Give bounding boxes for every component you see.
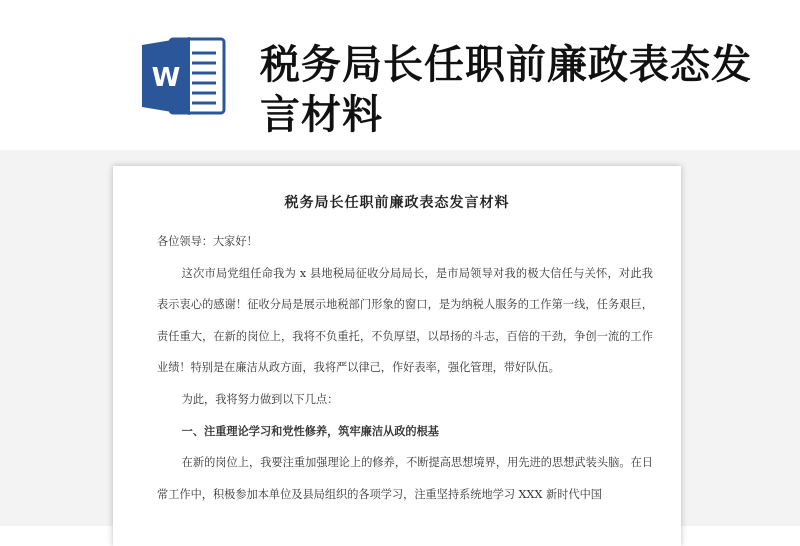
section-heading: 一、注重理论学习和党性修养，筑牢廉洁从政的根基: [181, 423, 439, 438]
header-banner: [0, 0, 800, 150]
body-paragraph: 为此，我将努力做到以下几点：: [181, 392, 339, 406]
page-title: 税务局长任职前廉政表态发言材料: [260, 42, 752, 138]
word-document-icon: [140, 33, 228, 119]
word-icon-letter: W: [151, 63, 181, 93]
document-body: [157, 226, 653, 510]
document-title: 税务局长任职前廉政表态发言材料: [284, 195, 510, 211]
document-page: [113, 166, 681, 546]
body-paragraph: 这次市局党组任命我为 x 县地税局征收分局局长，是市局领导对我的极大信任与关怀，对此我表示衷心的感谢！征收分局是展示地税部门形象的窗口，是为纳税人服务的工作第一线，任务艰巨，责任重大，在新的岗位上，我将不负重托，不负厚望，以昂扬的斗志，百倍的干劲，争创一流的工作业绩！特别是在廉洁从政方面，我将严以律己，作好表率，强化管理，带好队伍。: [157, 266, 653, 375]
section-paragraph: 在新的岗位上，我要注重加强理论上的修养，不断提高思想境界，用先进的思想武装头脑。在日常工作中，积极参加本单位及县局组织的各项学习，注重坚持系统地学习 XXX 新时代中国: [157, 456, 653, 501]
greeting: 各位领导：大家好！: [157, 235, 258, 248]
